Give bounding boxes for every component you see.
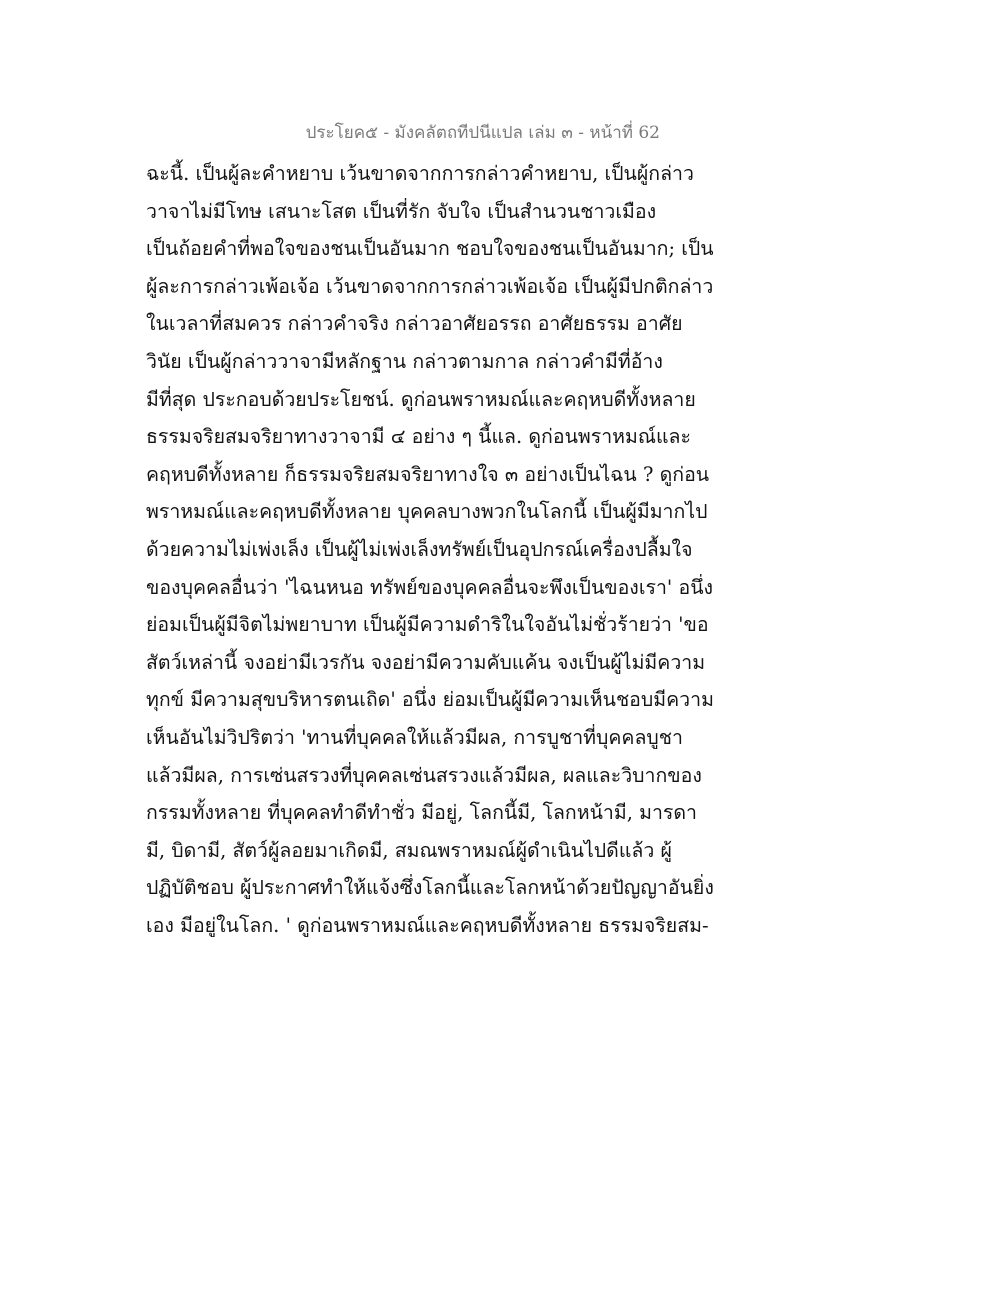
text-line-15: ทุกข์ มีความสุขบริหารตนเถิด' อนึ่ง ย่อมเป็นผู้มีความเห็นชอบมีความ: [146, 688, 714, 712]
text-line-4: ผู้ละการกล่าวเพ้อเจ้อ เว้นขาดจากการกล่าวเพ้อเจ้อ เป็นผู้มีปกติกล่าว: [146, 274, 714, 298]
text-line-21: เอง มีอยู่ในโลก. ' ดูก่อนพราหมณ์และคฤหบดีทั้งหลาย ธรรมจริยสม-: [146, 913, 709, 937]
text-line-16: เห็นอันไม่วิปริตว่า 'ทานที่บุคคลให้แล้วมีผล, การบูชาที่บุคคลบูชา: [146, 725, 683, 749]
running-header: ประโยค๕ - มังคลัตถทีปนีแปล เล่ม ๓ - หน้าที่ 62: [305, 123, 660, 143]
text-line-2: วาจาไม่มีโทษ เสนาะโสต เป็นที่รัก จับใจ เป็นสำนวนชาวเมือง: [146, 199, 657, 223]
text-line-20: ปฏิบัติชอบ ผู้ประกาศทำให้แจ้งซึ่งโลกนี้และโลกหน้าด้วยปัญญาอันยิ่ง: [146, 876, 714, 900]
text-line-13: ย่อมเป็นผู้มีจิตไม่พยาบาท เป็นผู้มีความดำริในใจอันไม่ชั่วร้ายว่า 'ขอ: [146, 613, 709, 637]
text-line-11: ด้วยความไม่เพ่งเล็ง เป็นผู้ไม่เพ่งเล็งทรัพย์เป็นอุปกรณ์เครื่องปลื้มใจ: [146, 537, 693, 561]
text-line-3: เป็นถ้อยคำที่พอใจของชนเป็นอันมาก ชอบใจของชนเป็นอันมาก; เป็น: [146, 237, 714, 261]
text-line-10: พราหมณ์และคฤหบดีทั้งหลาย บุคคลบางพวกในโลกนี้ เป็นผู้มีมากไป: [146, 500, 708, 524]
text-line-19: มี, บิดามี, สัตว์ผู้ลอยมาเกิดมี, สมณพราหมณ์ผู้ดำเนินไปดีแล้ว ผู้: [146, 838, 672, 862]
text-line-1: ฉะนี้. เป็นผู้ละคำหยาบ เว้นขาดจากการกล่าวคำหยาบ, เป็นผู้กล่าว: [146, 162, 694, 185]
text-line-5: ในเวลาที่สมควร กล่าวคำจริง กล่าวอาศัยอรรถ อาศัยธรรม อาศัย: [146, 312, 683, 336]
text-line-14: สัตว์เหล่านี้ จงอย่ามีเวรกัน จงอย่ามีความคับแค้น จงเป็นผู้ไม่มีความ: [146, 650, 706, 674]
text-line-6: วินัย เป็นผู้กล่าววาจามีหลักฐาน กล่าวตามกาล กล่าวคำมีที่อ้าง: [146, 349, 663, 373]
text-line-8: ธรรมจริยสมจริยาทางวาจามี ๔ อย่าง ๆ นี้แล. ดูก่อนพราหมณ์และ: [146, 425, 691, 449]
text-line-17: แล้วมีผล, การเซ่นสรวงที่บุคคลเซ่นสรวงแล้วมีผล, ผลและวิบากของ: [146, 763, 702, 787]
body-text: [146, 155, 716, 944]
text-line-18: กรรมทั้งหลาย ที่บุคคลทำดีทำชั่ว มีอยู่, โลกนี้มี, โลกหน้ามี, มารดา: [146, 801, 697, 825]
text-line-7: มีที่สุด ประกอบด้วยประโยชน์. ดูก่อนพราหมณ์และคฤหบดีทั้งหลาย: [146, 387, 696, 411]
text-line-12: ของบุคคลอื่นว่า 'ไฉนหนอ ทรัพย์ของบุคคลอื่นจะพึงเป็นของเรา' อนึ่ง: [146, 575, 714, 599]
text-line-9: คฤหบดีทั้งหลาย ก็ธรรมจริยสมจริยาทางใจ ๓ อย่างเป็นไฉน ? ดูก่อน: [146, 462, 710, 486]
